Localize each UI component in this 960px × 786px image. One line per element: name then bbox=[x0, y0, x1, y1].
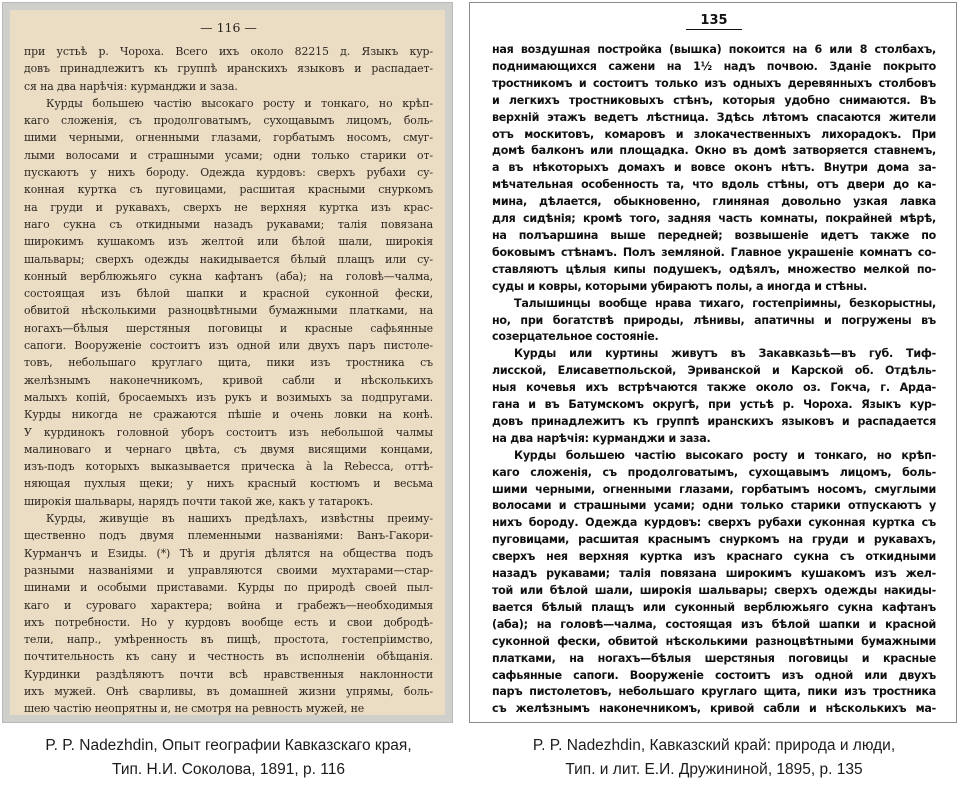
text-line: Курды, живущіе въ нашихъ предѣлахъ, извѣстны преиму- bbox=[46, 512, 433, 526]
text-line: той или бѣлой шали, широкія шальвары; сверхъ одежды накиды- bbox=[492, 584, 936, 597]
text-line: малыхъ копій, бросаемыхъ изъ рукъ и возимыхъ за подпругами. bbox=[24, 390, 433, 404]
text-line: конный верблюжьяго сукна кафтанъ (аба); на головѣ—чалма, bbox=[24, 269, 433, 283]
left-caption-line: P. P. Nadezhdin, Опыт географии Кавказскаго края, bbox=[45, 737, 412, 754]
left-page-body bbox=[24, 43, 433, 715]
text-line: лисской, Елисаветпольской, Эриванской и Карской об. Отдѣль- bbox=[492, 364, 936, 378]
text-line: пуговицами, расшитая краснымъ снуркомъ на груди и рукавахъ, bbox=[492, 533, 936, 547]
text-line: назадъ рукавами; талія повязана широкимъ кушакомъ изъ жел- bbox=[492, 567, 936, 581]
text-line: вается бѣлый плащъ или суконный верблюжьяго сукна кафтанъ bbox=[492, 600, 936, 614]
right-caption-line: Тип. и лит. Е.И. Дружининой, 1895, p. 135 bbox=[565, 761, 863, 778]
text-line: ногахъ—бѣлыя шерстяныя поговицы и красные сафьянные bbox=[24, 321, 433, 335]
text-line: состоящая изъ бѣлой шапки и красной суконной фески, bbox=[24, 287, 433, 301]
text-line: для сидѣнія; кромѣ того, задняя часть комнаты, покрайней мѣрѣ, bbox=[492, 212, 936, 226]
text-line: домѣ балконъ или площадка. Окно въ домѣ затворяется ставнемъ, bbox=[492, 144, 936, 158]
text-line: лыми волосами и страшными усами; одни только старики от- bbox=[24, 148, 433, 162]
text-line: довъ принадлежитъ къ группѣ иранскихъ языковъ и распадает- bbox=[24, 62, 433, 76]
text-line: почтительность къ сану и честность въ исполненіи обѣщанія. bbox=[24, 650, 433, 664]
text-line: тростникомъ и состоитъ только изъ одныхъ деревянныхъ столбовъ bbox=[492, 76, 936, 90]
text-line: широкія шальвары, нарядъ почти такой же, какъ у татарокъ. bbox=[24, 494, 374, 508]
text-line: шею частію неопрятны и, не смотря на ревность мужей, не bbox=[24, 702, 365, 715]
text-line: шими черными, огненными глазами, горбатымъ носомъ, смуг- bbox=[24, 131, 433, 145]
text-line: на груди и рукавахъ, сверхъ не верхняя куртка изъ крас- bbox=[24, 200, 433, 214]
text-line: широкимъ кушакомъ изъ желтой или бѣлой шали, широкія bbox=[24, 235, 433, 249]
text-line: сверхъ нея верхняя куртка изъ краснаго сукна съ откидными bbox=[492, 550, 936, 564]
text-line: желѣзнымъ наконечникомъ, кривой сабли и нѣсколькихъ bbox=[24, 373, 433, 387]
text-line: суконной фески, обвитой нѣсколькими разноцвѣтными бумажными bbox=[492, 634, 936, 648]
text-line: изъ-подъ которыхъ выказывается прическа à la Rebecca, оттѣ- bbox=[24, 460, 433, 474]
text-line: Курды большею частію высокаго росту и тонкаго, но крѣп- bbox=[514, 448, 936, 462]
text-line: шинами и особыми приставами. Курды по природѣ своей пыл- bbox=[24, 581, 433, 595]
right-page-number bbox=[492, 13, 936, 30]
text-line: отъ москитовъ, комаровъ и злокачественныхъ лихорадокъ. При bbox=[492, 127, 936, 141]
text-line: паръ пистолетовъ, небольшаго круглаго щита, пики изъ тростника bbox=[492, 685, 936, 699]
text-line: У курдинокъ головной уборъ состоитъ изъ небольшой чалмы bbox=[24, 425, 433, 439]
right-page-body bbox=[492, 42, 936, 718]
text-line: ставляютъ цѣлыя кипы подушекъ, одѣялъ, множество мелкой по- bbox=[492, 262, 936, 276]
text-line: съ желѣзнымъ наконечникомъ, кривой сабли и нѣсколькихъ ма- bbox=[492, 702, 936, 716]
text-line: созерцательное состояніе. bbox=[492, 330, 659, 344]
text-line: щественно подъ двумя племенными названіями: Ванъ-Гакори- bbox=[24, 529, 433, 543]
text-line: Курдинки раздѣляютъ почти всѣ нравственныя наклонности bbox=[24, 667, 433, 681]
text-line: каго и суроваго характера; война и грабежъ—необходимыя bbox=[24, 598, 433, 612]
text-line: довъ принадлежитъ къ группѣ иранскихъ языковъ и распадается bbox=[492, 414, 936, 428]
left-caption bbox=[2, 734, 455, 782]
left-page-paper bbox=[10, 10, 445, 715]
text-line: поднимающихся сажени на 1½ надъ почвою. Зданіе покрыто bbox=[492, 59, 936, 73]
text-line: верхній этажъ ведетъ лѣстница. Здѣсь лѣтомъ спасаются жители bbox=[492, 110, 936, 124]
text-line: разными названіями и управляются своими мухтарами—стар- bbox=[24, 563, 433, 577]
text-line: тели, напр., умѣренность въ пищѣ, простота, гостепріимство, bbox=[24, 633, 433, 647]
right-page-scan bbox=[469, 2, 957, 723]
text-line: каго сложенія, съ продолговатымъ, сухощавымъ лицомъ, боль- bbox=[24, 114, 433, 128]
text-line: Талышинцы вообще нрава тихаго, гостепріимны, безкорыстны, bbox=[514, 296, 936, 310]
right-page-number-text: 135 bbox=[686, 13, 741, 30]
text-line: конная куртка съ пуговицами, расшитая красными снуркомъ bbox=[24, 183, 433, 197]
text-line: ся на два нарѣчія: курманджи и заза. bbox=[24, 79, 238, 93]
text-line: волосами и страшными усами; одни только старики отпускаютъ у bbox=[492, 499, 936, 513]
text-line: ная воздушная постройка (вышка) покоится на 6 или 8 столбахъ, bbox=[492, 43, 936, 56]
text-line: а въ нѣкоторыхъ домахъ и вовсе оконъ нѣтъ. Внутри дома за- bbox=[492, 161, 936, 175]
text-line: обвитой нѣсколькими разноцвѣтными бумажными платками, на bbox=[24, 304, 433, 318]
text-line: гана и въ Батумскомъ округѣ, при устьѣ р. Чороха. Языкъ кур- bbox=[492, 398, 936, 412]
text-line: ныя кочевья ихъ встрѣчаются также около оз. Гокча, г. Арда- bbox=[492, 381, 936, 395]
text-line: Курды никогда не сражаются пѣшіе и очень ловки на конѣ. bbox=[24, 408, 433, 422]
text-line: товъ, небольшаго круглаго щита, пики изъ тростника съ bbox=[24, 356, 433, 370]
text-line: няющая пухлыя щеки; у нихъ красный костюмъ и весьма bbox=[24, 477, 433, 491]
text-line: на полъаршина выше передней; возвышеніе идетъ также по bbox=[492, 228, 936, 242]
text-line: при устьѣ р. Чороха. Всего ихъ около 82215 д. Языкъ кур- bbox=[24, 45, 433, 58]
text-line: но, при богатствѣ природы, лѣнивы, апатичны и погружены въ bbox=[492, 313, 936, 327]
text-line: Курды или куртины живутъ въ Закавказьѣ—въ губ. Тиф- bbox=[514, 347, 936, 361]
text-line: наго сукна съ откидными назадъ рукавами; талія повязана bbox=[24, 217, 433, 231]
text-line: шальвары; сверхъ одежды накидывается бѣлый плащъ или су- bbox=[24, 252, 433, 266]
right-caption-line: P. P. Nadezhdin, Кавказский край: природа и люди, bbox=[532, 737, 896, 754]
text-line: сафьянные сапоги. Вооруженіе состоитъ изъ одной или двухъ bbox=[492, 668, 936, 682]
text-line: суды и ковры, которыми убираютъ полы, а иногда и стѣны. bbox=[492, 279, 867, 293]
text-line: и легкихъ тростниковыхъ стѣнъ, которыя удобно снимаются. Въ bbox=[492, 93, 936, 107]
text-line: платками, на ногахъ—бѣлыя шерстяныя поговицы и красные bbox=[492, 651, 936, 665]
text-line: сапоги. Вооруженіе состоитъ изъ одной или двухъ паръ пистоле- bbox=[24, 339, 433, 353]
text-line: Курманчъ и Езиды. (*) Тѣ и другія дѣлятся на общества подъ bbox=[24, 546, 433, 560]
text-line: мѣчательная особенность та, что вдоль стѣны, отъ двери до ка- bbox=[492, 178, 936, 192]
text-line: нихъ бороду. Одежда курдовъ: сверхъ рубахи суконная куртка съ bbox=[492, 516, 936, 530]
left-page-scan bbox=[2, 2, 453, 723]
left-caption-line: Тип. Н.И. Соколова, 1891, p. 116 bbox=[112, 761, 345, 778]
text-line: пускаютъ у нихъ бороду. Одежда курдовъ: сверхъ рубахи су- bbox=[24, 166, 433, 180]
text-line: боковымъ стѣнамъ. Полъ земляной. Главное украшеніе комнатъ со- bbox=[492, 245, 936, 259]
text-line: малиноваго и чернаго цвѣта, съ двумя висящими концами, bbox=[24, 442, 433, 456]
text-line: ихъ потребности. Но у курдовъ вообще есть и свои добродѣ- bbox=[24, 615, 433, 629]
text-line: Курды большею частію высокаго росту и тонкаго, но крѣп- bbox=[46, 96, 433, 110]
text-line: шими черными, огненными глазами, горбатымъ носомъ, смуглыми bbox=[492, 482, 936, 496]
text-line: ихъ мужей. Онѣ сварливы, въ домашней жизни упрямы, боль- bbox=[24, 684, 433, 698]
right-caption bbox=[469, 734, 959, 782]
text-line: каго сложенія, съ продолговатымъ, сухощавымъ лицомъ, боль- bbox=[492, 465, 936, 479]
text-line: на два нарѣчія: курманджи и заза. bbox=[492, 431, 711, 445]
text-line: мина, дѣлается, обыкновенно, глиняная довольно узкая лавка bbox=[492, 195, 936, 209]
left-page-number: — 116 — bbox=[200, 20, 257, 35]
text-line: (аба); на головѣ—чалма, состоящая изъ бѣлой шапки и красной bbox=[492, 617, 936, 631]
